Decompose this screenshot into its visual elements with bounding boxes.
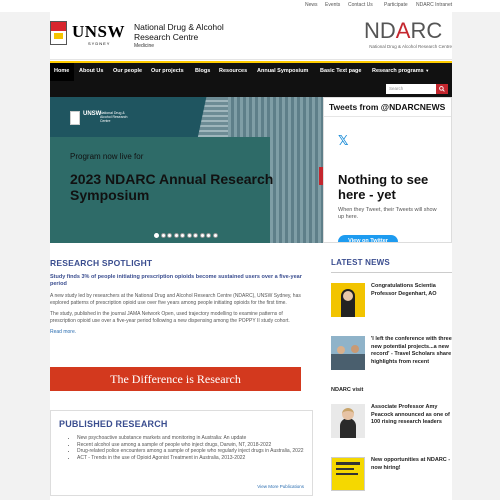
news-thumbnail <box>331 336 365 370</box>
news-title-overflow: NDARC visit <box>331 387 364 393</box>
centre-name <box>134 22 254 49</box>
slide-dot[interactable] <box>213 233 218 238</box>
unsw-wordmark: UNSW <box>72 22 126 41</box>
caret-down-icon: ▼ <box>425 68 430 73</box>
view-on-twitter-button[interactable]: View on Twitter <box>338 235 398 243</box>
slide-dot[interactable] <box>161 233 166 238</box>
twitter-widget <box>323 97 452 243</box>
nav-item-people[interactable]: Our people <box>113 68 143 74</box>
slide-dot[interactable] <box>200 233 205 238</box>
nav-item-home[interactable]: Home <box>54 68 70 74</box>
nav-item-about[interactable]: About Us <box>79 68 104 74</box>
slide-dot[interactable] <box>187 233 192 238</box>
news-title: 'I left the conference with three new potential projects...a new record' - Travel Scholars share highlights from recent <box>371 336 452 365</box>
slide-dot[interactable] <box>206 233 211 238</box>
search-bar <box>50 81 452 97</box>
spotlight-read-more-link[interactable]: Read more. <box>50 329 77 335</box>
slide-dot[interactable] <box>174 233 179 238</box>
publication-item[interactable]: • Drug-related police encounters among a sample of people who regularly inject drugs in Australia, 2022 <box>77 448 304 455</box>
published-research <box>50 410 313 496</box>
news-title: Associate Professor Amy Peacock announced as one of 100 rising research leaders <box>371 404 450 425</box>
latest-news-divider <box>331 272 452 273</box>
nav-item-blogs[interactable]: Blogs <box>195 68 211 74</box>
slide-dot[interactable] <box>193 233 198 238</box>
spotlight-heading: RESEARCH SPOTLIGHT <box>50 258 153 268</box>
ndarc-logo[interactable] <box>364 20 452 49</box>
util-link-participate[interactable]: Participate <box>384 2 408 8</box>
slide-headline: 2023 NDARC Annual Research Symposium <box>70 171 274 203</box>
centre-title[interactable]: National Drug & Alcohol Research Centre <box>134 22 224 42</box>
slide-dot[interactable] <box>180 233 185 238</box>
nav-item-basic-text[interactable]: Basic Text page <box>320 68 362 74</box>
util-link-news[interactable]: News <box>305 2 318 8</box>
nav-item-symposium[interactable]: Annual Symposium <box>257 68 309 74</box>
utility-bar <box>0 0 500 12</box>
latest-news <box>331 258 452 273</box>
slide-dot[interactable] <box>154 233 159 238</box>
publications-list <box>59 435 304 461</box>
ndarc-logo-subtitle: National Drug & Alcohol Research Centre <box>369 44 452 49</box>
search-button[interactable] <box>436 84 448 94</box>
unsw-shield-icon <box>70 111 80 125</box>
news-thumbnail <box>331 404 365 438</box>
unsw-logo[interactable] <box>50 21 126 53</box>
search-input[interactable]: Search <box>386 84 436 94</box>
news-title: New opportunities at NDARC - now hiring! <box>371 457 451 471</box>
slide-ndarc-logo <box>70 111 130 133</box>
news-title: Congratulations Scientia Professor Degenhart, AO <box>371 283 437 297</box>
search-icon <box>439 86 445 92</box>
slide-pretitle: Program now live for <box>70 152 144 161</box>
slide-logo-name: National Drug & Alcohol Research Centre <box>100 111 128 123</box>
site-header <box>50 12 452 60</box>
twitter-empty-title: Nothing to see here - yet <box>338 172 429 202</box>
ndarc-wordmark: NDARC <box>364 18 443 43</box>
faculty-label[interactable]: Medicine <box>134 43 155 49</box>
twitter-empty-text: When they Tweet, their Tweets will show up here. <box>338 207 437 220</box>
twitter-heading[interactable]: Tweets from @NDARCNEWS <box>324 98 451 117</box>
news-thumbnail <box>331 457 365 491</box>
x-logo-icon: 𝕏 <box>338 134 349 149</box>
spotlight-paragraph-2: The study, published in the journal JAMA Network Open, used trajectory modelling to examine patterns of prescription opioid use over a five-year period following a new dispensing among the POPPY II study cohort. <box>50 311 290 324</box>
nav-item-resources[interactable]: Resources <box>219 68 248 74</box>
nav-item-projects[interactable]: Our projects <box>151 68 184 74</box>
publication-item[interactable]: • New psychoactive substance markets and monitoring in Australia: An update <box>77 435 304 442</box>
news-thumbnail <box>331 283 365 317</box>
util-link-events[interactable]: Events <box>325 2 341 8</box>
slide-dot[interactable] <box>167 233 172 238</box>
nav-item-research-programs[interactable]: Research programs ▼ <box>372 68 430 74</box>
main-nav <box>50 61 452 81</box>
view-more-publications-link[interactable]: View More Publications <box>257 484 304 489</box>
spotlight-paragraph-1: A new study led by researchers at the National Drug and Alcohol Research Centre (NDARC), UNSW Sydney, has explored patterns of prescription opioid use over five years among people initiating opioids for the first time. <box>50 293 301 306</box>
util-link-intranet[interactable]: NDARC Intranet <box>416 2 453 8</box>
spotlight-headline[interactable]: Study finds 3% of people initiating prescription opioids become sustained users over a five-year period <box>50 274 302 287</box>
slide-logo-word: UNSW <box>83 111 102 117</box>
unsw-shield-icon <box>50 21 67 45</box>
published-heading: PUBLISHED RESEARCH <box>59 419 168 429</box>
hero-slide[interactable] <box>50 97 323 243</box>
difference-banner[interactable]: The Difference is Research <box>50 367 301 391</box>
unsw-sydney-label: SYDNEY <box>88 41 111 46</box>
research-spotlight <box>50 258 305 335</box>
publication-item[interactable]: • Recent alcohol use among a sample of people who inject drugs, Darwin, NT, 2018-2022 <box>77 442 304 449</box>
util-link-contact[interactable]: Contact Us <box>348 2 373 8</box>
publication-item[interactable]: • ACT - Trends in the use of Opioid Agonist Treatment in Australia, 2013-2022 <box>77 455 304 462</box>
latest-news-heading: LATEST NEWS <box>331 258 390 267</box>
